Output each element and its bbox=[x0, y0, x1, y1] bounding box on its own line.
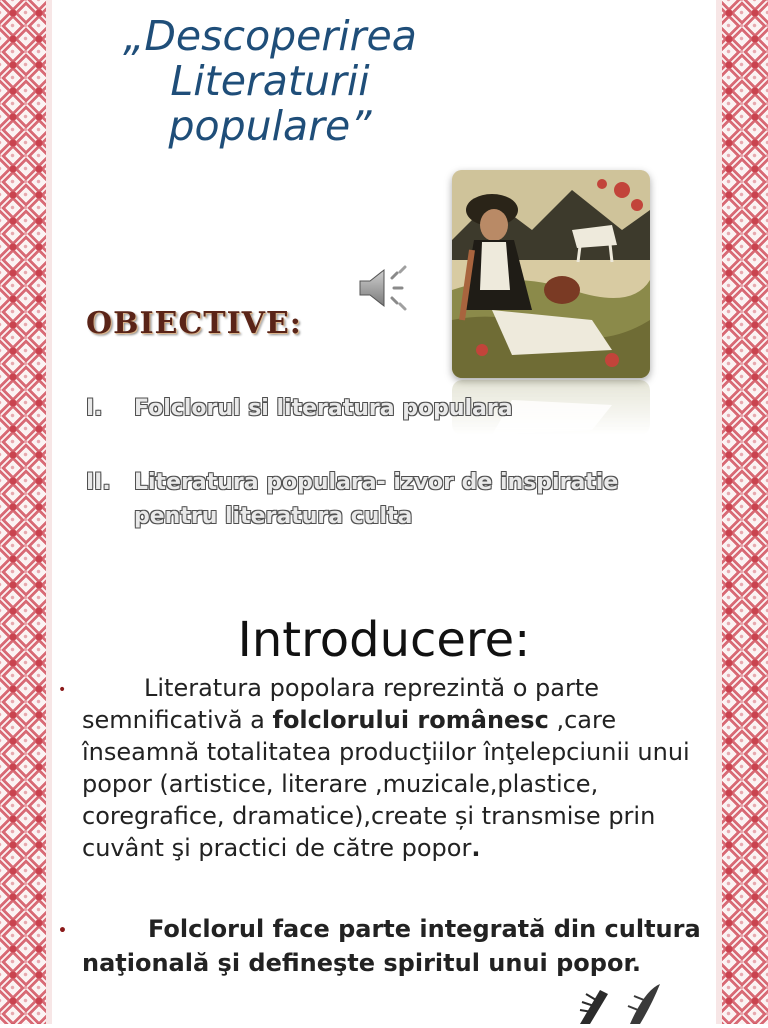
folk-art-picture bbox=[452, 170, 650, 378]
objective-item-1 bbox=[86, 392, 634, 426]
paragraph-text: Literatura popolara reprezintă o parte semnificativă a bbox=[82, 674, 599, 734]
page-title bbox=[90, 14, 450, 149]
bullet-glyph: • bbox=[58, 682, 67, 698]
quill-icon bbox=[560, 980, 670, 1024]
objective-item-2 bbox=[86, 466, 634, 534]
paragraph bbox=[82, 672, 728, 864]
objective-text: Folclorul si literatura populara bbox=[134, 396, 513, 421]
paragraph-text: Folclorul face parte integrată din cultura naţională şi defineşte spiritul unui popor. bbox=[82, 915, 701, 977]
objective-text: Literatura populara- izvor de inspiratie pentru literatura culta bbox=[134, 470, 619, 529]
title-line-2: Literaturii bbox=[170, 57, 370, 105]
bullet-glyph: • bbox=[58, 923, 67, 939]
paragraph-end: . bbox=[471, 834, 481, 862]
objective-number: I. bbox=[86, 396, 103, 421]
list-item bbox=[58, 672, 738, 864]
title-line-1: „Descoperirea bbox=[123, 12, 417, 60]
list-item bbox=[58, 912, 738, 980]
speaker-icon[interactable] bbox=[356, 264, 412, 312]
paragraph-bold-text: folclorului românesc bbox=[272, 706, 549, 734]
title-line-3: populare” bbox=[168, 102, 372, 150]
paragraph bbox=[82, 912, 728, 980]
folk-pattern-border-right bbox=[716, 0, 768, 1024]
objectives-heading: OBIECTIVE: bbox=[86, 306, 302, 341]
objective-number: II. bbox=[86, 470, 111, 495]
paragraph-text: ,care înseamnă totalitatea producţiilor înţelepciunii unui popor (artistice, literare ,muzicale,plastice, coregrafice, dramatice),create și transmise prin cuvânt şi practici de către popor bbox=[82, 706, 690, 862]
folk-pattern-border-left bbox=[0, 0, 52, 1024]
intro-heading: Introducere: bbox=[237, 612, 531, 668]
